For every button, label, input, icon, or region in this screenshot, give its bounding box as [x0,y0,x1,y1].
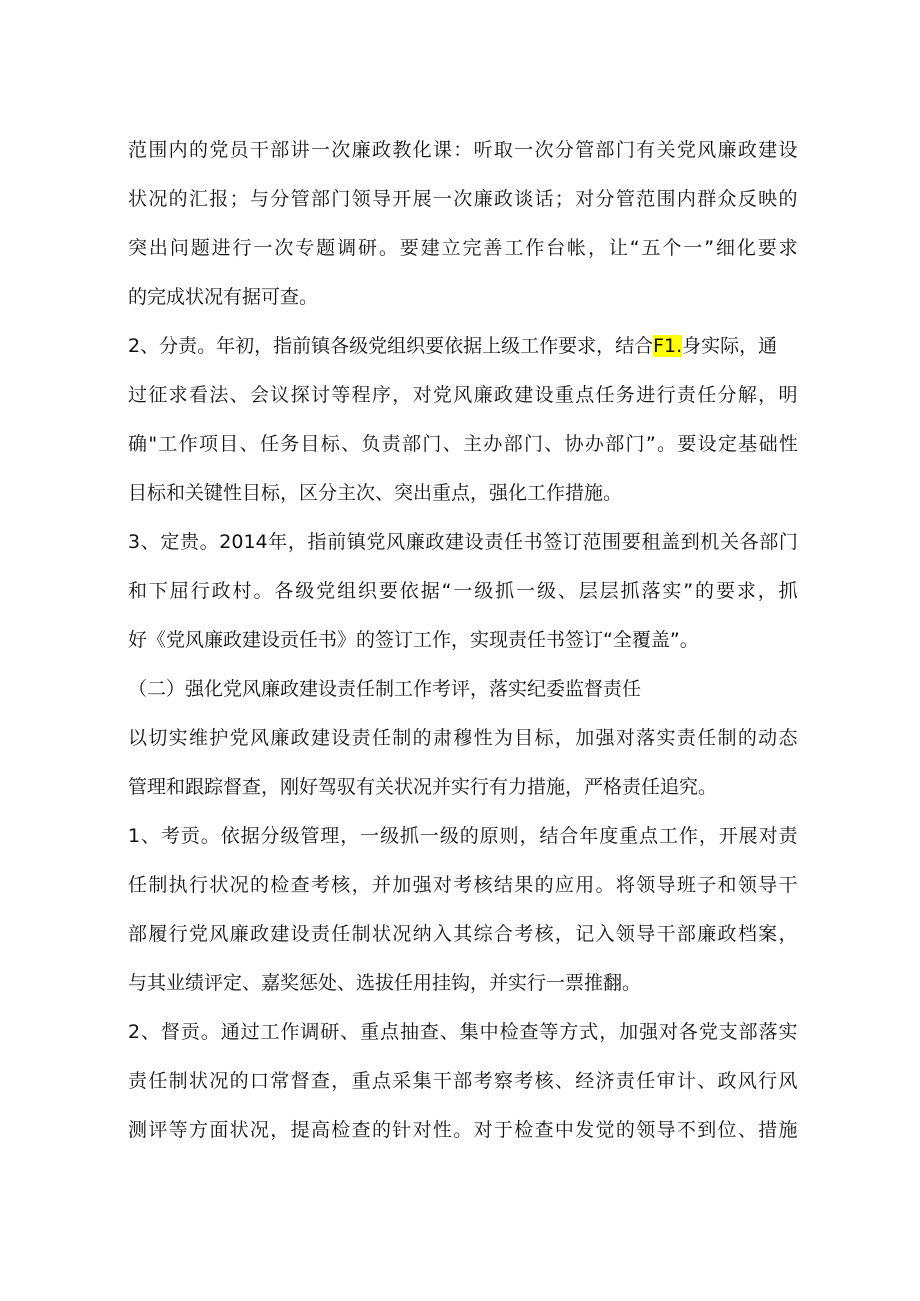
text-line: 突 出 问 题 进 行 一 次 专 题 调 研 。 要 建 立 完 善 工 作 台 帐 ， 让 “ 五 个 一 ” 细 化 要 求 [128,237,798,259]
text-segment: 2、分责。年初，指前镇各级党组织要依据上级工作要求，结合 [128,335,654,357]
text-line: 3 、 定 贵 。 2014 年 ， 指 前 镇 党 风 廉 政 建 设 责 任 书 签 订 范 围 要 租 盖 到 机 关 各 部 门 [128,531,798,553]
text-line: 任 制 执 行 状 况 的 检 查 考 核 ， 并 加 强 对 考 核 结 果 的 应 用 。 将 领 导 班 子 和 领 导 干 [128,874,798,896]
text-line: 好《党风廉政建设贡任书》的签订工作，实现责任书签订“全覆盖”。 [128,629,699,651]
text-line: 过 征 求 看 法 、 会 议 探 讨 等 程 序 ， 对 党 风 廉 政 建 设 重 点 任 务 进 行 责 任 分 解 ， 明 [128,384,798,406]
text-line: 目标和关键性目标，区分主次、突出重点，强化工作措施。 [128,482,623,504]
text-line: 范 围 内 的 党 员 干 部 讲 一 次 廉 政 教 化 课 ： 听 取 一 次 分 管 部 门 有 关 党 风 廉 政 建 设 [128,139,798,161]
text-line: 和 下 屈 行 政 村 。 各 级 党 组 织 要 依 据 “ 一 级 抓 一 级 、 层 层 抓 落 实 ” 的 要 求 ， 抓 [128,580,798,602]
text-line: 与其业绩评定、嘉奖惩处、选拔任用挂钩，并实行一票推翻。 [128,972,642,994]
text-line: 以 切 实 维 护 党 风 廉 政 建 设 责 任 制 的 肃 穆 性 为 目 标 ， 加 强 对 落 实 责 任 制 的 动 态 [128,727,798,749]
highlighted-text: F1. [653,335,683,357]
text-line: 2 、 督 贡 。 通 过 工 作 调 研 、 重 点 抽 查 、 集 中 检 查 等 方 式 ， 加 强 对 各 党 支 部 落 实 [128,1021,798,1043]
document-body [128,126,798,1155]
text-line: 管理和跟踪督查，刚好驾驭有关状况并实行有力措施，严格责任追究。 [128,776,718,798]
text-line: 责 任 制 状 况 的 口 常 督 查 ， 重 点 采 集 干 部 考 察 考 核 、 经 济 责 任 审 计 、 政 风 行 风 [128,1070,798,1092]
text-line: 测 评 等 方 面 状 况 ， 提 高 检 查 的 针 对 性 。 对 于 检 查 中 发 觉 的 领 导 不 到 位 、 措 施 [128,1119,798,1141]
text-line: 状 况 的 汇 报 ； 与 分 管 部 门 领 导 开 展 一 次 廉 政 谈 话 ； 对 分 管 范 围 内 群 众 反 映 的 [128,188,798,210]
text-line: （二）强化党风廉政建设责任制工作考评，落实纪委监督责任 [128,678,642,700]
text-line [128,322,798,371]
text-line: 的完成状况有据可查。 [128,286,319,308]
text-line: 确 " 工 作 项 目 、 任 务 目 标 、 负 责 部 门 、 主 办 部 门 、 协 办 部 门 ” 。 要 设 定 基 础 性 [128,433,798,455]
text-segment: 身实际，通 [682,335,778,357]
text-line: 部 履 行 党 风 廉 政 建 设 责 任 制 状 况 纳 入 其 综 合 考 核 ， 记 入 领 导 干 部 廉 政 档 案 ， [128,923,798,945]
text-line: 1 、 考 贡 。 依 据 分 级 管 理 ， 一 级 抓 一 级 的 原 则 ， 结 合 年 度 重 点 工 作 ， 开 展 对 责 [128,825,798,847]
